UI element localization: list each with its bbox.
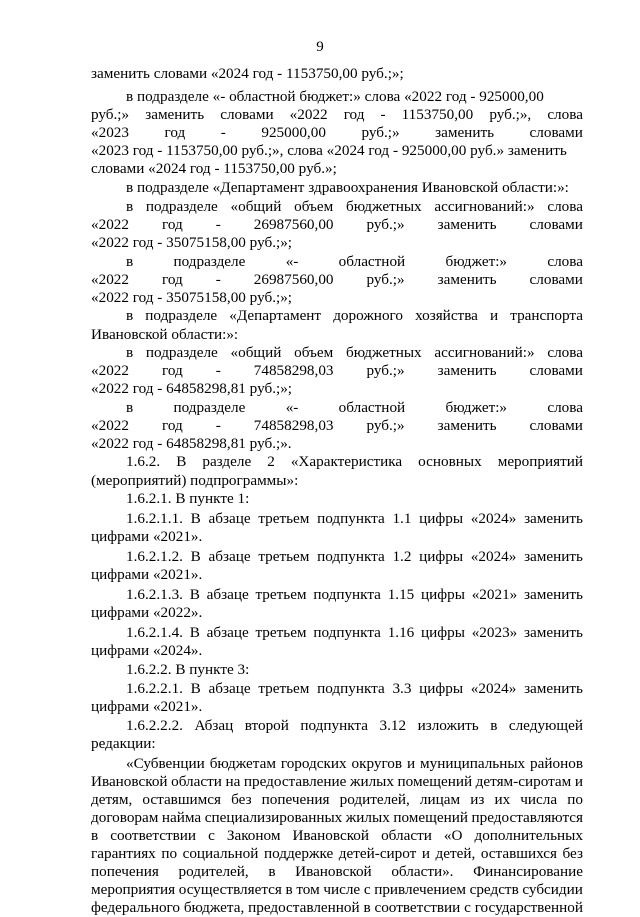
text-line — [126, 680, 583, 698]
text-line — [91, 362, 583, 380]
word: средств — [469, 881, 519, 898]
text-line — [91, 809, 583, 827]
text-line — [91, 106, 583, 124]
word: «2021» — [471, 586, 518, 603]
word: год — [161, 417, 183, 434]
text-line: цифрами «2021». — [91, 566, 203, 583]
text-line — [126, 548, 583, 566]
word: основных — [418, 453, 482, 470]
word: из — [470, 791, 485, 808]
text-line: в подразделе «Департамент здравоохранения Ивановской области:»: — [126, 179, 569, 196]
word: «Департамент — [229, 307, 322, 324]
word: год — [161, 362, 183, 379]
word: 74858298,03 — [253, 417, 334, 434]
word: лицам — [419, 791, 461, 808]
word: Ивановской — [295, 863, 372, 880]
word: Ивановской — [292, 827, 370, 844]
word: 1.6.2.2.2. — [126, 717, 183, 734]
word: и — [574, 773, 583, 790]
word: подпункта — [300, 717, 368, 734]
word: - — [380, 106, 386, 123]
word: 1.16 — [387, 624, 415, 641]
word: В — [189, 586, 200, 603]
word: городских — [280, 755, 347, 772]
word: 3.12 — [379, 717, 407, 734]
word: 1.6.2.1.4. — [126, 624, 183, 641]
text-line — [126, 344, 583, 362]
word: 26987560,00 — [253, 271, 334, 288]
word: абзаце — [208, 548, 251, 565]
word: заменить — [524, 680, 583, 697]
word: «2022 — [91, 362, 129, 379]
text-line — [91, 881, 583, 899]
word: хозяйства — [415, 307, 478, 324]
word: договорам — [91, 809, 159, 826]
word: мероприятий — [497, 453, 583, 470]
text-line: цифрами «2022». — [91, 604, 203, 621]
word: округов — [351, 755, 403, 772]
text-line: «2023 год - 1153750,00 руб.;», слова «2024 год - 925000,00 руб.» заменить — [91, 142, 567, 159]
word: бюджет:» — [445, 399, 508, 416]
text-line: цифрами «2021». — [91, 528, 203, 545]
word: заменить — [524, 586, 583, 603]
word: муниципальных — [420, 755, 526, 772]
word: бюджетных — [346, 344, 422, 361]
word: руб.;» — [366, 216, 405, 233]
word: руб.;» — [361, 124, 400, 141]
word: детям, — [91, 791, 133, 808]
word: подпункта — [317, 510, 385, 527]
text-line — [126, 198, 583, 216]
word: предоставление — [243, 773, 347, 790]
word: федерального — [91, 899, 180, 916]
word: специализированных — [204, 809, 343, 826]
word: дорожного — [333, 307, 403, 324]
word: привлечением — [374, 881, 466, 898]
word: «2022 — [91, 216, 129, 233]
word: заменить — [524, 548, 583, 565]
word: - — [220, 124, 226, 141]
word: подразделе — [145, 198, 218, 215]
text-line: цифрами «2021». — [91, 698, 203, 715]
word: 1.6.2.1.2. — [126, 548, 183, 565]
word: числа — [520, 791, 558, 808]
word: заменить — [524, 624, 583, 641]
word: 2 — [267, 453, 275, 470]
text-line — [126, 253, 583, 271]
text-line — [126, 307, 583, 325]
text-line — [91, 899, 583, 917]
word: в — [363, 899, 371, 916]
text-line — [126, 586, 583, 604]
text-line: «2022 год - 64858298,81 руб.;»; — [91, 380, 293, 397]
word: - — [215, 417, 221, 434]
text-line: заменить словами «2024 год - 1153750,00 руб.;»; — [91, 65, 404, 82]
word: в — [285, 881, 293, 898]
word: В — [190, 680, 201, 697]
word: 1.6.2. — [126, 453, 161, 470]
word: год — [164, 124, 186, 141]
word: год — [161, 216, 183, 233]
word: слова — [547, 399, 583, 416]
text-line — [91, 791, 583, 809]
word: соответствии — [374, 899, 461, 916]
word: дополнительных — [474, 827, 583, 844]
word: мероприятия — [91, 881, 176, 898]
word: без — [562, 845, 583, 862]
word: руб.;» — [366, 417, 405, 434]
word: том — [296, 881, 320, 898]
word: «О — [443, 827, 463, 844]
word: по — [567, 791, 583, 808]
word: «общий — [230, 198, 282, 215]
word: подпункта — [313, 624, 381, 641]
word: год — [161, 271, 183, 288]
word: в — [126, 307, 134, 324]
word: третьем — [258, 680, 310, 697]
word: абзаце — [208, 680, 251, 697]
word: транспорта — [510, 307, 583, 324]
word: оставшимся — [142, 791, 222, 808]
word: подпункта — [313, 586, 381, 603]
word: подпункта — [317, 548, 385, 565]
word: - — [215, 216, 221, 233]
word: «общий — [230, 344, 282, 361]
word: словами — [220, 106, 274, 123]
word: год — [343, 106, 365, 123]
word: слова — [547, 198, 583, 215]
word: 1153750,00 — [401, 106, 474, 123]
word: соответствии — [110, 827, 197, 844]
word: «2022 — [289, 106, 328, 123]
text-line — [91, 773, 583, 791]
word: - — [215, 271, 221, 288]
word: социальной — [182, 845, 259, 862]
word: слова — [547, 253, 583, 270]
word: подпункта — [317, 680, 385, 697]
text-line — [126, 399, 583, 417]
word: «2023» — [471, 624, 518, 641]
word: Законом — [226, 827, 281, 844]
text-line — [91, 863, 583, 881]
text-line: 1.6.2.1. В пункте 1: — [126, 490, 250, 507]
text-line: в подразделе «- областной бюджет:» слова «2022 год - 925000,00 — [126, 88, 544, 105]
word: словами — [529, 362, 583, 379]
word: 1.6.2.1.3. — [126, 586, 183, 603]
text-line — [91, 845, 583, 863]
word: цифры — [421, 586, 465, 603]
word: области — [171, 773, 222, 790]
word: следующей — [508, 717, 583, 734]
word: В — [190, 548, 201, 565]
text-line — [91, 271, 583, 289]
text-line: 1.6.2.2. В пункте 3: — [126, 661, 250, 678]
text-line — [91, 216, 583, 234]
text-line: (мероприятий) подпрограммы»: — [91, 472, 299, 489]
word: жилых — [345, 809, 390, 826]
word: второй — [244, 717, 289, 734]
word: районов — [530, 755, 583, 772]
word: цифры — [419, 548, 464, 565]
word: в — [126, 399, 134, 416]
word: Ивановской — [91, 773, 168, 790]
word: бюджет:» — [445, 253, 508, 270]
word: и — [490, 307, 499, 324]
word: найма — [161, 809, 202, 826]
word: слова — [547, 344, 583, 361]
word: заменить — [437, 216, 497, 233]
word: руб.;» — [91, 106, 130, 123]
text-line — [91, 417, 583, 435]
text-line — [126, 453, 583, 471]
word: разделе — [202, 453, 252, 470]
word: 3.3 — [392, 680, 412, 697]
word: подразделе — [173, 253, 246, 270]
word: словами — [529, 417, 583, 434]
text-line — [126, 624, 583, 642]
word: цифры — [419, 680, 464, 697]
word: цифры — [419, 510, 464, 527]
word: абзаце — [206, 586, 249, 603]
word: 1.6.2.1.1. — [126, 510, 183, 527]
word: заменить — [437, 271, 497, 288]
word: изложить — [417, 717, 479, 734]
word: 1.2 — [392, 548, 412, 565]
word: «Характеристика — [290, 453, 403, 470]
text-line: редакции: — [91, 735, 156, 752]
word: гарантиях — [91, 845, 156, 862]
word: предоставляются — [471, 809, 583, 826]
word: попечения — [261, 791, 330, 808]
word: подразделе — [145, 344, 218, 361]
word: области — [381, 827, 432, 844]
word: предоставленной — [248, 899, 360, 916]
word: бюджета, — [183, 899, 245, 916]
text-line: «2022 год - 35075158,00 руб.;»; — [91, 234, 293, 251]
word: без — [231, 791, 252, 808]
word: В — [190, 510, 201, 527]
word: Абзац — [194, 717, 234, 734]
word: «2024» — [470, 510, 517, 527]
word: в — [126, 344, 134, 361]
word: «2023 — [91, 124, 129, 141]
word: заменить — [435, 124, 495, 141]
text-line — [91, 827, 583, 845]
text-line: словами «2024 год - 1153750,00 руб.»; — [91, 160, 337, 177]
word: государственной — [474, 899, 583, 916]
word: абзаце — [206, 624, 249, 641]
word: словами — [529, 124, 583, 141]
text-line — [91, 124, 583, 142]
word: слова — [547, 106, 583, 123]
word: - — [215, 362, 221, 379]
word: 1.15 — [387, 586, 415, 603]
text-line: цифрами «2024». — [91, 642, 203, 659]
word: подразделе — [173, 399, 246, 416]
word: бюджетных — [346, 198, 422, 215]
word: заменить — [437, 362, 497, 379]
word: В — [189, 624, 200, 641]
word: руб.;» — [366, 362, 405, 379]
word: третьем — [255, 586, 307, 603]
word: числе — [323, 881, 361, 898]
word: 1.6.2.2.1. — [126, 680, 183, 697]
word: «2024» — [470, 680, 517, 697]
word: осуществляется — [178, 881, 282, 898]
word: третьем — [258, 548, 310, 565]
word: в — [126, 253, 134, 270]
word: словами — [529, 216, 583, 233]
word: третьем — [258, 510, 310, 527]
word: бюджетам — [209, 755, 276, 772]
word: 1.1 — [392, 510, 412, 527]
word: заменить — [145, 106, 205, 123]
word: детям-сиротам — [475, 773, 572, 790]
word: жилых — [349, 773, 394, 790]
word: и — [406, 755, 416, 772]
text-line: «2022 год - 35075158,00 руб.;»; — [91, 289, 293, 306]
word: 925000,00 — [261, 124, 326, 141]
word: с — [464, 899, 471, 916]
word: 74858298,03 — [253, 362, 334, 379]
word: цифры — [421, 624, 465, 641]
page-number: 9 — [316, 39, 324, 55]
word: субсидии — [522, 881, 583, 898]
text-line — [126, 755, 583, 773]
word: объем — [294, 198, 334, 215]
word: родителей, — [178, 863, 249, 880]
word: руб.;», — [489, 106, 532, 123]
word: 26987560,00 — [253, 216, 334, 233]
word: В — [176, 453, 187, 470]
word: руб.;» — [366, 271, 405, 288]
word: поддержке — [263, 845, 334, 862]
text-line: «2022 год - 64858298,81 руб.;». — [91, 435, 292, 452]
text-line — [126, 510, 583, 528]
word: объем — [294, 344, 334, 361]
word: детей, — [435, 845, 476, 862]
text-line — [126, 717, 583, 735]
word: областной — [338, 253, 406, 270]
word: родителей, — [339, 791, 410, 808]
word: помещений — [393, 809, 468, 826]
word: в — [490, 717, 498, 734]
word: третьем — [255, 624, 307, 641]
word: в — [126, 198, 134, 215]
word: ассигнований:» — [434, 344, 535, 361]
word: областной — [338, 399, 406, 416]
word: на — [225, 773, 241, 790]
word: в — [91, 827, 99, 844]
word: подразделе — [145, 307, 218, 324]
word: «2022 — [91, 271, 129, 288]
word: «- — [285, 399, 299, 416]
word: с — [208, 827, 215, 844]
word: абзаце — [208, 510, 251, 527]
word: «2024» — [470, 548, 517, 565]
word: с — [363, 881, 371, 898]
word: их — [494, 791, 511, 808]
word: словами — [529, 271, 583, 288]
word: помещений — [397, 773, 473, 790]
word: Финансирование — [473, 863, 583, 880]
word: заменить — [437, 417, 497, 434]
word: «- — [285, 253, 299, 270]
word: области». — [391, 863, 454, 880]
word: «2022 — [91, 417, 129, 434]
word: в — [268, 863, 276, 880]
word: ассигнований:» — [434, 198, 535, 215]
word: «Субвенции — [126, 755, 205, 772]
word: оставшихся — [480, 845, 557, 862]
word: по — [161, 845, 178, 862]
word: заменить — [524, 510, 583, 527]
word: детей-сирот — [338, 845, 417, 862]
word: и — [421, 845, 430, 862]
word: попечения — [91, 863, 159, 880]
text-line: Ивановской области:»: — [91, 326, 239, 343]
